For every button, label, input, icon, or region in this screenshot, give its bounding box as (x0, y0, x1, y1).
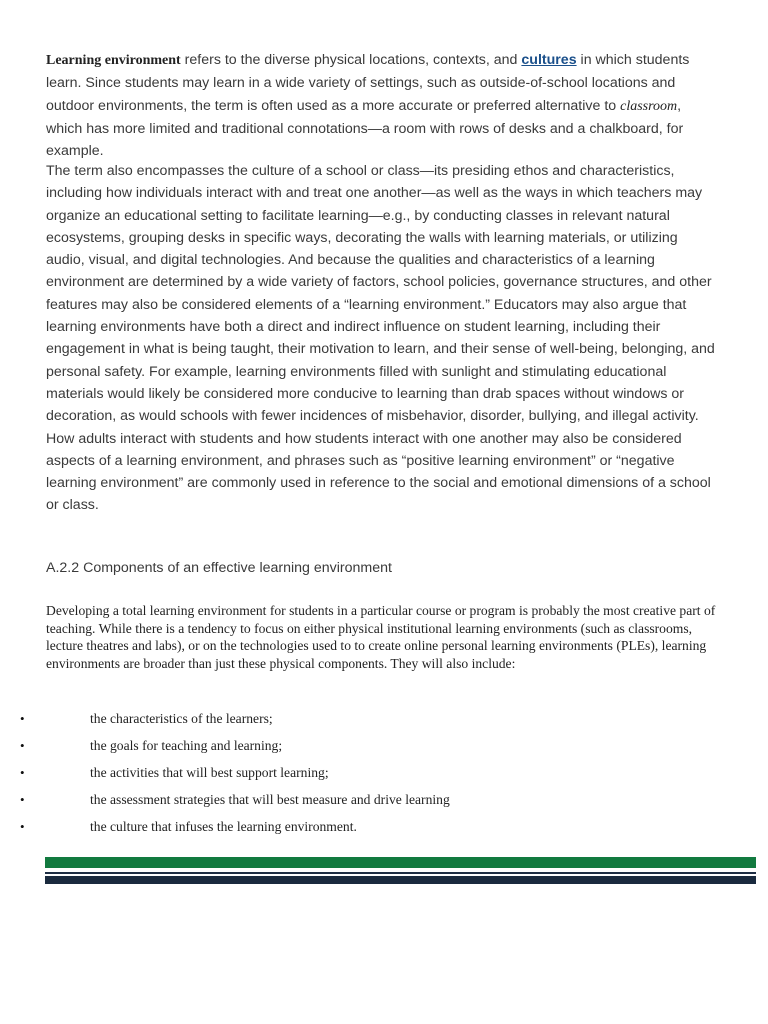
bullet-icon: • (20, 711, 25, 726)
list-item-text: the goals for teaching and learning; (90, 738, 283, 753)
list-item (20, 790, 746, 817)
intro-paragraph (46, 49, 718, 162)
culture-paragraph: The term also encompasses the culture of a school or class—its presiding ethos and characteristics, including how individuals interact with and treat one another—as well as the ways in which teachers may organize an educational setting to facilitate learning—e.g., by conducting classes in relevant natural ecosystems, grouping desks in specific ways, decorating the walls with learning materials, or utilizing audio, visual, and digital technologies. And because the qualities and characteristics of a learning environment are determined by a wide variety of factors, school policies, governance structures, and other features may also be considered elements of a “learning environment.” Educators may also argue that learning environments have both a direct and indirect influence on student learning, including their engagement in what is being taught, their motivation to learn, and their sense of well-being, belonging, and personal safety. For example, learning environments filled with sunlight and stimulating educational materials would likely be considered more conducive to learning than drab spaces without windows or decoration, as would schools with fewer incidences of misbehavior, disorder, bullying, and illegal activity. How adults interact with students and how students interact with one another may also be considered aspects of a learning environment, and phrases such as “positive learning environment” or “negative learning environment” are commonly used in reference to the social and emotional dimensions of a school or class. (46, 163, 715, 514)
footer-rule-navy (45, 876, 756, 884)
list-item-text: the culture that infuses the learning environment. (90, 819, 357, 834)
list-item-text: the characteristics of the learners; (90, 711, 273, 726)
components-paragraph: Developing a total learning environment for students in a particular course or program is probably the most creative part of teaching. While there is a tendency to focus on either physical institutional learning environments (such as classrooms, lecture theatres and labs), or on the technologies used to to create online personal learning environments (PLEs), learning environments are broader than just these physical components. They will also include: (46, 603, 716, 671)
list-item (20, 763, 746, 790)
bullet-icon: • (20, 792, 25, 807)
cultures-link[interactable]: cultures (521, 52, 577, 68)
intro-text-3: , which has more limited and traditional connotations—a room with rows of desks and a chalkboard, for example. (46, 97, 684, 160)
components-list (20, 709, 746, 844)
footer-rule-green (45, 857, 756, 868)
bullet-icon: • (20, 738, 25, 753)
section-heading: A.2.2 Components of an effective learning environment (46, 560, 392, 576)
list-item (20, 817, 746, 844)
list-item-text: the activities that will best support learning; (90, 765, 329, 780)
list-item (20, 736, 746, 763)
bullet-icon: • (20, 819, 25, 834)
list-item (20, 709, 746, 736)
term-learning-environment: Learning environment (46, 53, 181, 68)
list-item-text: the assessment strategies that will best measure and drive learning (90, 792, 450, 807)
classroom-term: classroom (620, 98, 678, 114)
intro-text-2: in which students learn. Since students may learn in a wide variety of settings, such as outside-of-school locations and outdoor environments, the term is often used as a more accurate or preferred alternative to (46, 52, 690, 114)
intro-text-1: refers to the diverse physical locations, contexts, and (180, 52, 522, 68)
bullet-icon: • (20, 765, 25, 780)
